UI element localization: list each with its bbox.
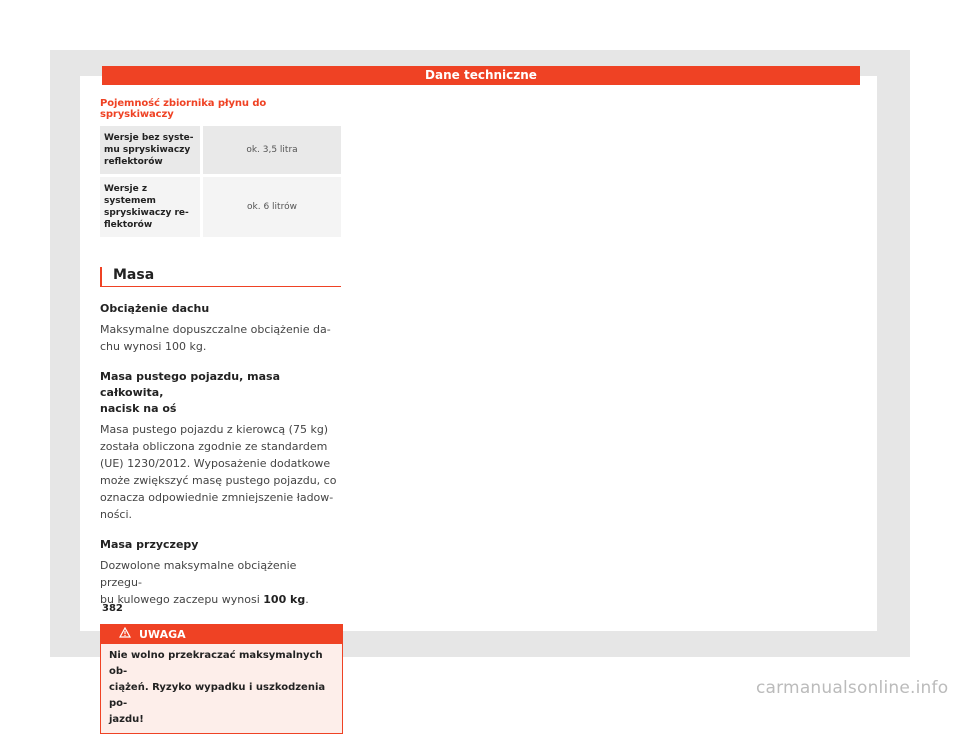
roof-load-text: Maksymalne dopuszczalne obciążenie da- chu wynosi 100 kg. bbox=[100, 323, 331, 353]
content-column bbox=[100, 98, 341, 734]
empty-mass-heading: Masa pustego pojazdu, masa całkowita, nacisk na oś bbox=[100, 370, 280, 415]
warning-text: Nie wolno przekraczać maksymalnych ob- ciążeń. Ryzyko wypadku i uszkodzenia po- jazdu! bbox=[101, 644, 342, 733]
warning-triangle-icon bbox=[119, 625, 131, 644]
roof-load-heading: Obciążenie dachu bbox=[100, 302, 210, 315]
row-value: ok. 3,5 litra bbox=[246, 145, 298, 155]
table-row bbox=[100, 126, 341, 174]
row-label: Wersje z systemem spryskiwaczy re- flektorów bbox=[100, 177, 202, 237]
warning-title: UWAGA bbox=[139, 628, 186, 641]
table-row bbox=[100, 177, 341, 237]
row-value: ok. 6 litrów bbox=[247, 202, 297, 212]
masa-heading: Masa bbox=[100, 267, 341, 287]
warning-box bbox=[100, 624, 343, 734]
empty-mass-text: Masa pustego pojazdu z kierowcą (75 kg) została obliczona zgodnie ze standardem (UE) 1230/2012. Wyposażenie dodatkowe może zwiększyć masę pustego pojazdu, co oznacza odpowiednie zmniejszenie ładow- ności. bbox=[100, 423, 337, 521]
warning-header bbox=[101, 625, 342, 644]
watermark: carmanualsonline.info bbox=[756, 678, 949, 698]
chapter-header: Dane techniczne bbox=[102, 66, 860, 85]
trailer-load-value: 100 kg bbox=[263, 593, 306, 606]
trailer-text: Dozwolone maksymalne obciążenie przegu- bu kulowego zaczepu wynosi 100 kg. bbox=[100, 559, 309, 606]
washer-capacity-table bbox=[100, 126, 341, 237]
section-title: Pojemność zbiornika płynu do spryskiwaczy bbox=[100, 98, 267, 120]
row-label: Wersje bez syste- mu spryskiwaczy reflektorów bbox=[100, 126, 202, 174]
page-number: 382 bbox=[102, 603, 123, 614]
trailer-heading: Masa przyczepy bbox=[100, 538, 199, 551]
